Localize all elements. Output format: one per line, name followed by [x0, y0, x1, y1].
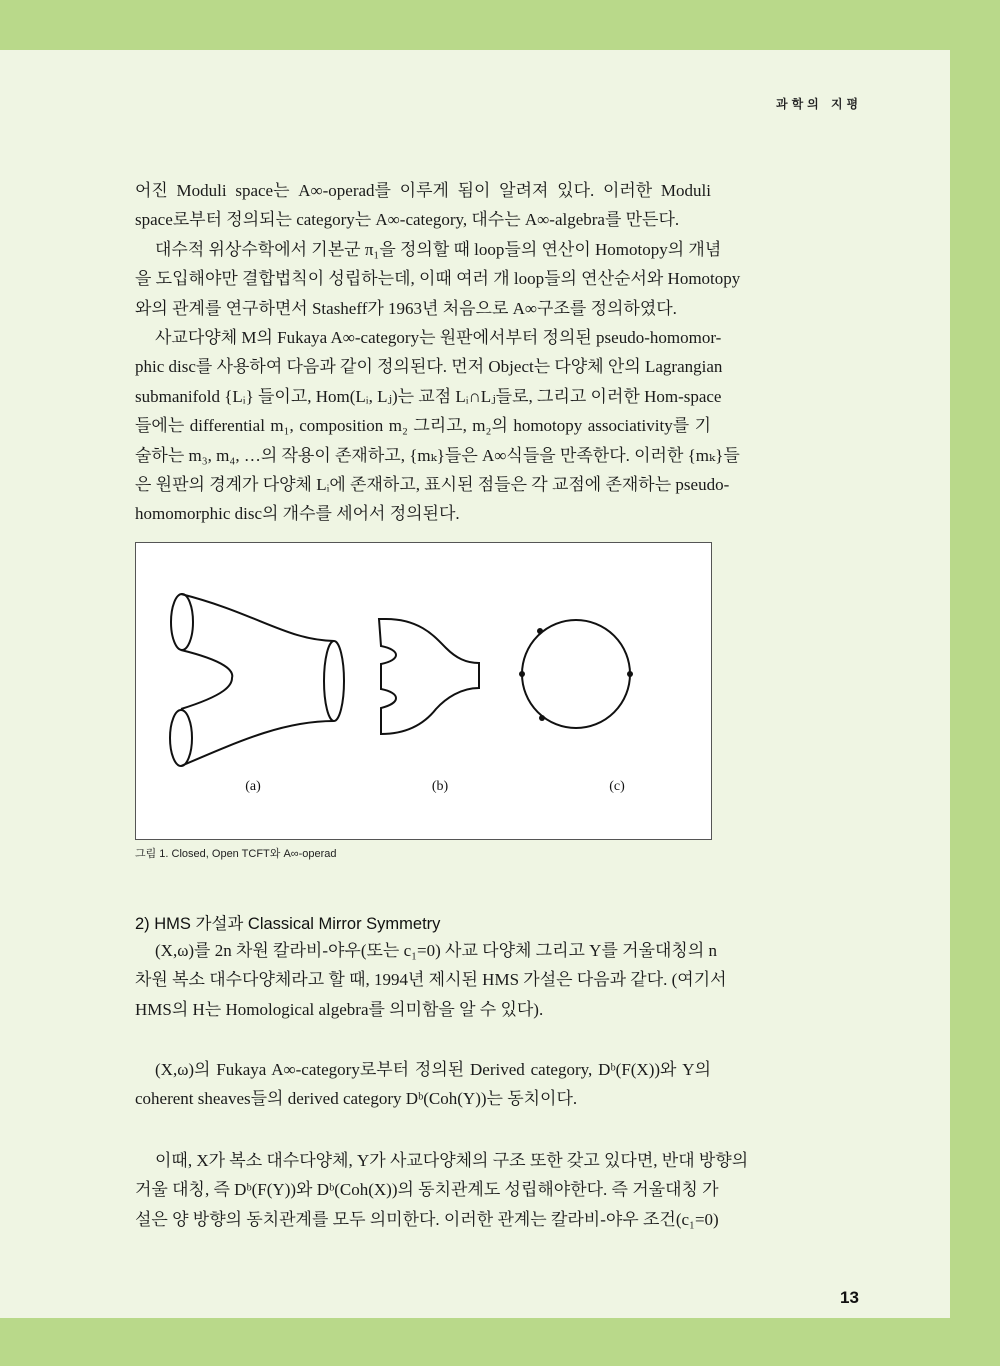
- figure-label-c: (c): [609, 779, 625, 794]
- section-heading: 2) HMS 가설과 Classical Mirror Symmetry: [135, 915, 441, 933]
- text-line: 대수적 위상수학에서 기본군 π₁을 정의할 때 loop들의 연산이 Homotopy의 개념: [155, 239, 722, 259]
- text-line: 은 원판의 경계가 다양체 Lᵢ에 존재하고, 표시된 점들은 각 교점에 존재하는 pseudo-: [135, 474, 730, 494]
- body-text-hms-conjecture: [135, 1055, 711, 1114]
- text-line: 거울 대칭, 즉 Dᵇ(F(Y))와 Dᵇ(Coh(X))의 동치관계도 성립해야한다. 즉 거울대칭 가: [135, 1180, 719, 1200]
- text-line: 이때, X가 복소 대수다양체, Y가 사교다양체의 구조 또한 갖고 있다면, 반대 방향의: [155, 1151, 749, 1170]
- page-number: 13: [840, 1288, 859, 1307]
- text-line: 설은 양 방향의 동치관계를 모두 의미한다. 이러한 관계는 칼라비-야우 조건(c₁=0): [135, 1209, 719, 1229]
- figure-caption: 그림 1. Closed, Open TCFT와 A∞-operad: [135, 848, 337, 860]
- body-text-mirror-symmetry: [135, 1146, 749, 1234]
- open-tcft-disc-diagram: [379, 619, 479, 734]
- text-line: 와의 관계를 연구하면서 Stasheff가 1963년 처음으로 A∞구조를 정의하였다.: [135, 298, 677, 318]
- figure-label-b: (b): [431, 779, 449, 794]
- text-line: (X,ω)의 Fukaya A∞-category로부터 정의된 Derived category, Dᵇ(F(X))와 Y의: [155, 1060, 711, 1079]
- text-line: HMS의 H는 Homological algebra를 의미함을 알 수 있다).: [135, 999, 544, 1019]
- text-line: space로부터 정의되는 category는 A∞-category, 대수는 A∞-algebra를 만든다.: [135, 210, 680, 230]
- body-text-hms-intro: [135, 936, 727, 1024]
- figure-label-a: (a): [245, 779, 261, 794]
- text-line: homomorphic disc의 개수를 세어서 정의된다.: [135, 504, 460, 524]
- text-line: submanifold {Lᵢ} 들이고, Hom(Lᵢ, Lⱼ)는 교점 Lᵢ∩Lⱼ들로, 그리고 이러한 Hom-space: [135, 386, 722, 406]
- text-line: 술하는 m₃, m₄, …의 작용이 존재하고, {mₖ}들은 A∞식들을 만족한다. 이러한 {mₖ}들: [135, 445, 740, 465]
- text-line: 어진 Moduli space는 A∞-operad를 이루게 됨이 알려져 있다. 이러한 Moduli: [135, 181, 711, 200]
- a-infinity-operad-circle: [519, 620, 633, 728]
- running-head: 과학의 지평: [776, 97, 863, 111]
- body-text-intro: [135, 176, 741, 529]
- text-line: 차원 복소 대수다양체라고 할 때, 1994년 제시된 HMS 가설은 다음과 같다. (여기서: [135, 970, 727, 990]
- text-line: coherent sheaves들의 derived category Dᵇ(Coh(Y))는 동치이다.: [135, 1089, 578, 1109]
- text-line: 들에는 differential m₁, composition m₂ 그리고, m₂의 homotopy associativity를 기: [135, 416, 711, 436]
- closed-tcft-pants-diagram: [170, 594, 344, 766]
- text-line: (X,ω)를 2n 차원 칼라비-야우(또는 c₁=0) 사교 다양체 그리고 Y를 거울대칭의 n: [155, 941, 717, 960]
- text-line: 사교다양체 M의 Fukaya A∞-category는 원판에서부터 정의된 pseudo-homomor-: [155, 327, 722, 347]
- figure-1: [135, 542, 712, 840]
- text-line: phic disc를 사용하여 다음과 같이 정의된다. 먼저 Object는 다양체 안의 Lagrangian: [135, 357, 723, 377]
- text-line: 을 도입해야만 결합법칙이 성립하는데, 이때 여러 개 loop들의 연산순서와 Homotopy: [135, 269, 741, 289]
